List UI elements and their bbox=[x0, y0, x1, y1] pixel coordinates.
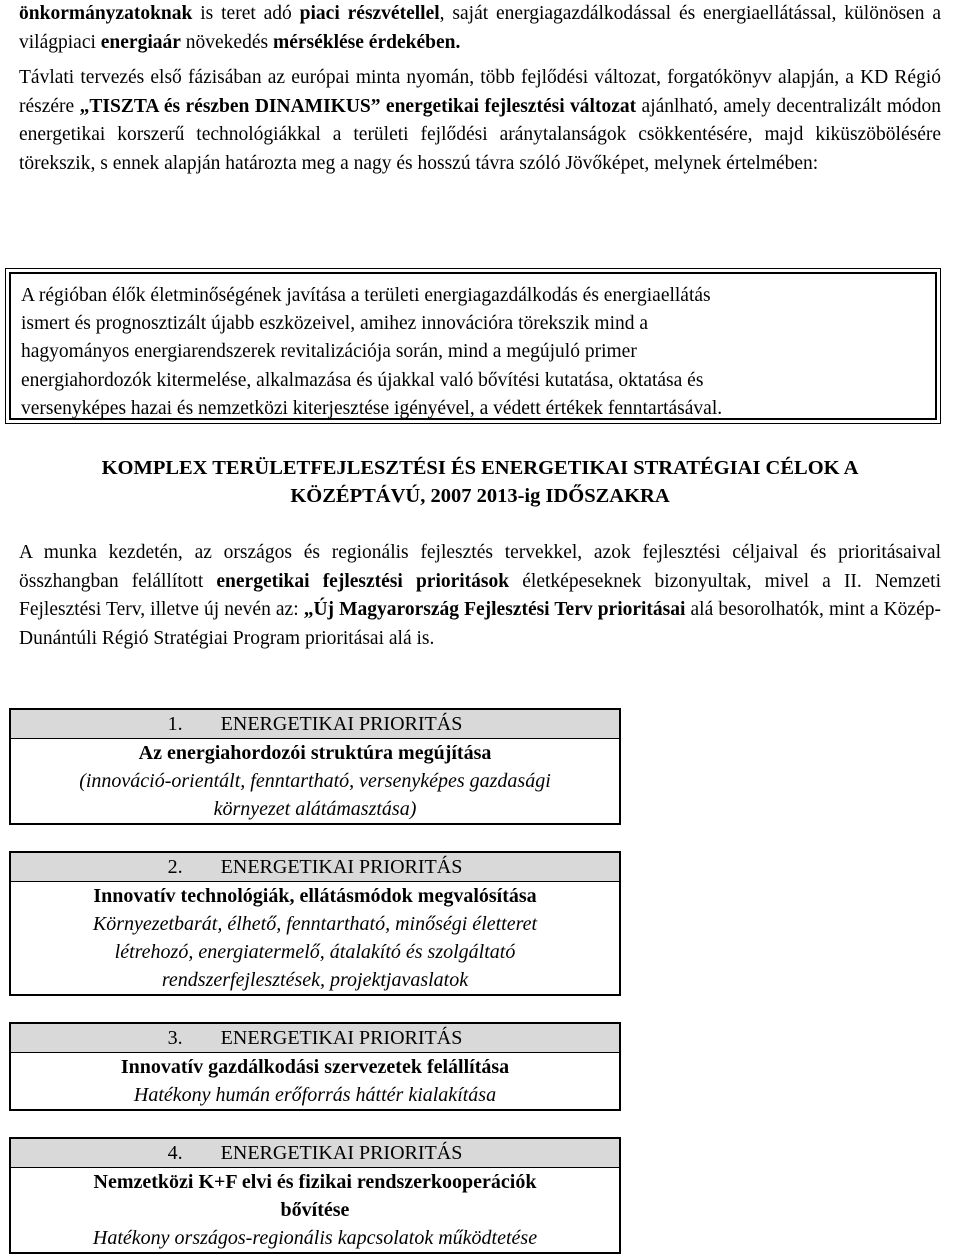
priority-header bbox=[11, 1024, 619, 1053]
vision-paragraph bbox=[19, 64, 941, 178]
vision-statement-box bbox=[9, 272, 937, 420]
priority-box-1 bbox=[9, 708, 621, 825]
section-heading-line-2: KÖZÉPTÁVÚ, 2007 2013-ig IDŐSZAKRA bbox=[290, 485, 670, 507]
priority-title: Nemzetközi K+F elvi és fizikai rendszerkooperációk bbox=[93, 1171, 537, 1193]
priority-label: ENERGETIKAI PRIORITÁS bbox=[220, 1027, 463, 1049]
vision-box-line: energiahordozók kitermelése, alkalmazása és újakkal való bővítési kutatása, oktatása és bbox=[21, 369, 704, 391]
priority-description: környezet alátámasztása) bbox=[213, 798, 417, 820]
priority-number: 4. bbox=[167, 1142, 183, 1164]
priority-header bbox=[11, 853, 619, 882]
priority-number: 2. bbox=[167, 856, 183, 878]
vision-box-line: versenyképes hazai és nemzetközi kiterjesztése igényével, a védett értékek fenntartásával. bbox=[21, 397, 723, 419]
priority-box-2 bbox=[9, 851, 621, 996]
strategy-text-2: életképeseknek bizonyultak, mivel a II. Nemzeti Fejlesztési Terv, illetve új nevén az: bbox=[19, 570, 941, 620]
priority-description: Hatékony országos-regionális kapcsolatok működtetése bbox=[92, 1227, 538, 1249]
priority-label: ENERGETIKAI PRIORITÁS bbox=[220, 1142, 463, 1164]
intro-text-2: , saját energiagazdálkodással és energiaellátással, különösen a világpiaci bbox=[19, 3, 941, 53]
intro-text-bold-1: önkormányzatoknak bbox=[19, 3, 193, 24]
priority-description: Környezetbarát, élhető, fenntartható, minőségi életteret bbox=[92, 913, 538, 935]
intro-text-bold-3: energiaár bbox=[100, 31, 181, 53]
priority-header bbox=[11, 1139, 619, 1168]
priority-label: ENERGETIKAI PRIORITÁS bbox=[220, 713, 463, 735]
vision-text-bold: „TISZTA és részben DINAMIKUS” energetikai fejlesztési változat bbox=[79, 95, 637, 117]
priority-header bbox=[11, 710, 619, 739]
section-heading bbox=[0, 454, 960, 510]
priority-description: (innováció-orientált, fenntartható, versenyképes gazdasági bbox=[79, 770, 551, 792]
strategy-text-1: A munka kezdetén, az országos és regionális fejlesztés tervekkel, azok fejlesztési céljaival és prioritásaival összhangban felállított bbox=[19, 542, 941, 592]
vision-text-2: ajánlható, amely decentralizált módon energetikai korszerű technológiákkal a területi fejlődési aránytalanságok csökkentésére, majd kiküszöbölésére törekszik, s ennek alapján határozta meg a nagy és hosszú távra szóló Jövőképet, melynek értelmében: bbox=[19, 95, 941, 174]
priority-number: 1. bbox=[167, 713, 183, 735]
vision-text-1: Távlati tervezés első fázisában az európai minta nyomán, több fejlődési változat, forgatókönyv alapján, a KD Régió részére bbox=[19, 67, 941, 117]
priority-description: rendszerfejlesztések, projektjavaslatok bbox=[161, 969, 469, 991]
priority-title: bővítése bbox=[280, 1199, 350, 1221]
priority-description: Hatékony humán erőforrás háttér kialakítása bbox=[133, 1084, 497, 1106]
vision-box-line: A régióban élők életminőségének javítása a területi energiagazdálkodás és energiaellátás bbox=[21, 285, 711, 306]
priority-label: ENERGETIKAI PRIORITÁS bbox=[220, 856, 463, 878]
vision-box-line: hagyományos energiarendszerek revitalizációja során, mind a megújuló primer bbox=[21, 341, 637, 363]
priority-description: létrehozó, energiatermelő, átalakító és szolgáltató bbox=[114, 941, 516, 963]
intro-text-bold-2: piaci részvétellel bbox=[299, 3, 440, 24]
intro-text-3: növekedés bbox=[180, 31, 273, 53]
priority-title: Innovatív technológiák, ellátásmódok megvalósítása bbox=[93, 885, 537, 907]
priority-number: 3. bbox=[167, 1027, 183, 1049]
strategy-text-bold-1: energetikai fejlesztési prioritások bbox=[216, 570, 510, 592]
priority-title: Az energiahordozói struktúra megújítása bbox=[138, 742, 492, 764]
strategy-text-bold-2: „Új Magyarország Fejlesztési Terv prioritásai bbox=[303, 599, 686, 620]
vision-box-line: ismert és prognosztizált újabb eszközeivel, amihez innovációra törekszik mind a bbox=[21, 313, 649, 335]
intro-paragraph bbox=[19, 0, 941, 57]
priority-box-4 bbox=[9, 1137, 621, 1254]
intro-text-bold-4: mérséklése érdekében. bbox=[272, 31, 461, 53]
priority-title: Innovatív gazdálkodási szervezetek felállítása bbox=[120, 1056, 510, 1078]
intro-text-1: is teret adó bbox=[192, 3, 300, 24]
strategy-text-3: alá besorolhatók, mint a Közép-Dunántúli Régió Stratégiai Program prioritásai alá is. bbox=[19, 599, 941, 649]
priority-box-3 bbox=[9, 1022, 621, 1111]
strategy-paragraph bbox=[19, 539, 941, 653]
section-heading-line-1: KOMPLEX TERÜLETFEJLESZTÉSI ÉS ENERGETIKAI STRATÉGIAI CÉLOK A bbox=[101, 457, 859, 479]
